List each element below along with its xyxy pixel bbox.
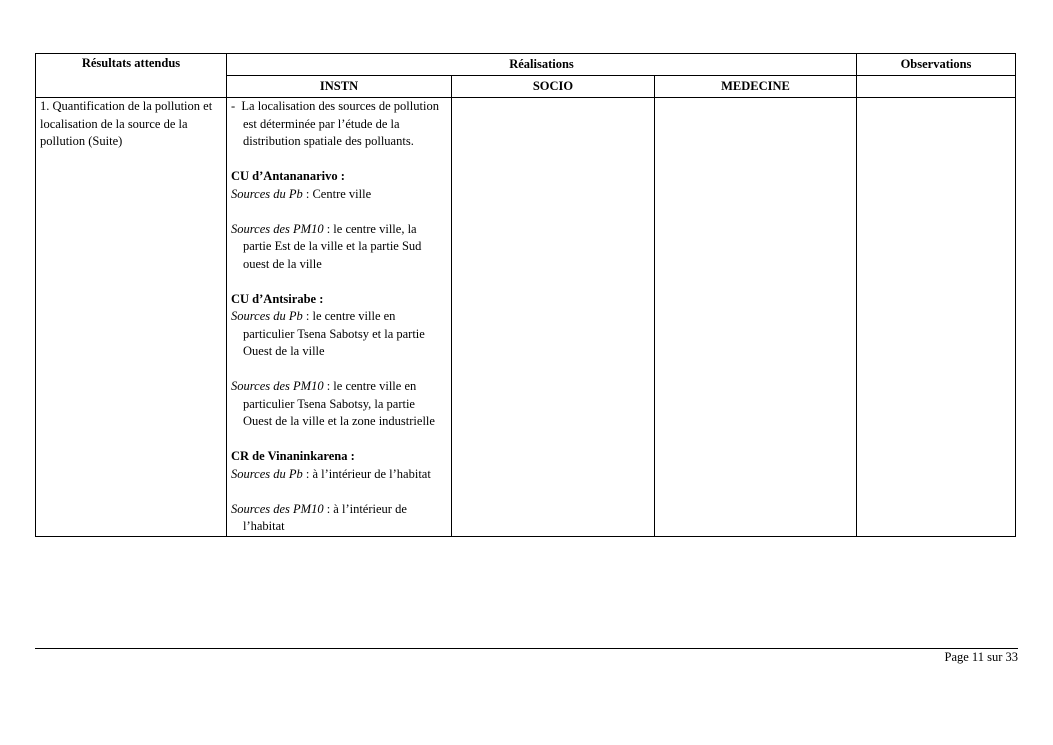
pm10-text: : le centre ville en particulier Tsena Sabotsy, la partie Ouest de la ville et la zone industrielle [243, 379, 435, 428]
table-row [36, 98, 1016, 537]
pb-text: : Centre ville [302, 186, 372, 201]
pm10-sources [231, 221, 447, 274]
header-results: Résultats attendus [36, 54, 227, 98]
pb-label: Sources du Pb [231, 466, 303, 481]
pm10-sources [231, 501, 447, 536]
pb-sources [231, 186, 447, 204]
bullet-text: La localisation des sources de pollution est déterminée par l’étude de la distribution spatiale des polluants. [241, 99, 439, 148]
results-table [35, 53, 1016, 537]
pm10-label: Sources des PM10 [231, 221, 324, 236]
pb-text: : le centre ville en particulier Tsena Sabotsy et la partie Ouest de la ville [243, 309, 425, 358]
page-number: Page 11 sur 33 [944, 650, 1018, 664]
pb-sources [231, 466, 447, 484]
pm10-text: : le centre ville, la partie Est de la ville et la partie Sud ouest de la ville [243, 221, 422, 271]
bullet-dash: - [231, 99, 236, 113]
socio-cell [452, 98, 655, 537]
header-socio: SOCIO [452, 76, 655, 98]
observations-cell [857, 98, 1016, 537]
pb-label: Sources du Pb [231, 186, 303, 201]
pm10-text: : à l’intérieur de l’habitat [243, 501, 407, 533]
section-heading: CU d’Antananarivo : [231, 169, 345, 183]
pb-label: Sources du Pb [231, 309, 303, 323]
pm10-sources [231, 378, 447, 431]
header-observations-empty [857, 76, 1016, 98]
header-instn: INSTN [227, 76, 452, 98]
medecine-cell [655, 98, 857, 537]
pm10-label: Sources des PM10 [231, 501, 324, 516]
section-heading: CU d’Antsirabe : [231, 291, 324, 306]
result-cell: 1. Quantification de la pollution et localisation de la source de la pollution (Suite) [36, 98, 227, 537]
header-observations: Observations [857, 54, 1016, 76]
pm10-label: Sources des PM10 [231, 379, 324, 393]
pb-sources [231, 308, 447, 361]
section-heading: CR de Vinaninkarena : [231, 449, 355, 463]
header-realisations: Réalisations [227, 54, 857, 76]
footer-divider [35, 648, 1018, 649]
instn-cell [227, 98, 452, 537]
pb-text: : à l’intérieur de l’habitat [302, 466, 431, 481]
header-medecine: MEDECINE [655, 76, 857, 98]
instn-bullet [231, 98, 447, 151]
